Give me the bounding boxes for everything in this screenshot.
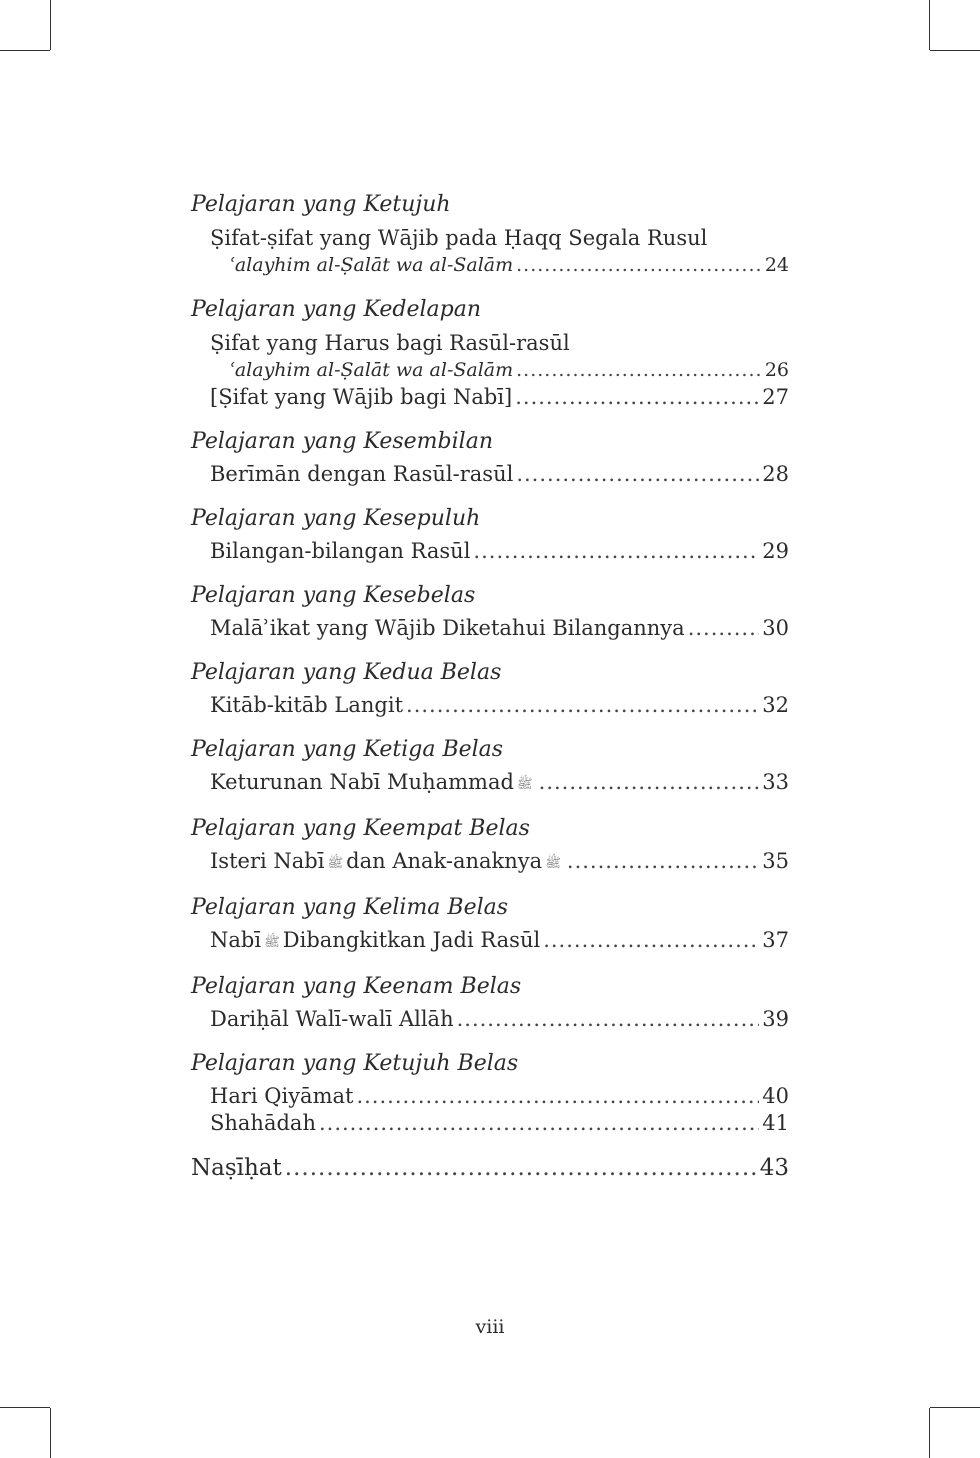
- crop-mark: [929, 1408, 930, 1458]
- dot-leader: [473, 538, 759, 565]
- section-title: Pelajaran yang Keempat Belas: [191, 816, 530, 841]
- dot-leader: [515, 384, 759, 411]
- page-number: 41: [762, 1111, 789, 1135]
- dot-leader: [516, 461, 759, 488]
- entry-title: Bilangan-bilangan Rasūl: [210, 539, 471, 563]
- dot-leader: [356, 1083, 759, 1110]
- page-number: 37: [762, 928, 789, 952]
- dot-leader: [567, 848, 759, 875]
- toc-entry[interactable]: [191, 1153, 789, 1183]
- toc-section: [191, 427, 789, 488]
- section-title: Pelajaran yang Ketiga Belas: [191, 737, 504, 762]
- toc-section: [191, 295, 789, 411]
- toc-entry[interactable]: [191, 538, 789, 565]
- page-number: 39: [762, 1007, 789, 1031]
- section-title: Pelajaran yang Kesepuluh: [191, 506, 481, 531]
- entry-title: [210, 769, 536, 798]
- entry-title: Berīmān dengan Rasūl-rasūl: [210, 462, 514, 486]
- entry-title: Dariḥāl Walī-walī Allāh: [210, 1007, 454, 1031]
- toc-section: [191, 1153, 789, 1183]
- dot-leader: [543, 927, 759, 954]
- section-title: Pelajaran yang Kedelapan: [191, 297, 481, 322]
- honorific-icon: ﷺ: [545, 856, 561, 871]
- page-number: 40: [762, 1084, 789, 1108]
- crop-mark: [929, 0, 930, 50]
- page-number: 26: [764, 359, 789, 381]
- dot-leader: [457, 1006, 760, 1033]
- page-number: 27: [762, 385, 789, 409]
- entry-title-part: Isteri Nabī: [210, 849, 325, 873]
- dot-leader: [516, 357, 762, 384]
- entry-subtitle: ʿalayhim al-Ṣalāt wa al-Salām: [229, 254, 514, 276]
- entry-title: Naṣīḥat: [191, 1155, 282, 1181]
- entry-title: [210, 848, 564, 877]
- toc-entry[interactable]: [191, 1110, 789, 1137]
- toc-entry[interactable]: [191, 848, 789, 877]
- entry-title: Hari Qiyāmat: [210, 1084, 354, 1108]
- entry-title: [Ṣifat yang Wājib bagi Nabī]: [210, 385, 513, 409]
- toc-entry[interactable]: [191, 1083, 789, 1110]
- dot-leader: [319, 1110, 759, 1137]
- toc-entry[interactable]: [191, 224, 789, 279]
- entry-subtitle: ʿalayhim al-Ṣalāt wa al-Salām: [229, 359, 514, 381]
- toc-section: [191, 1049, 789, 1137]
- honorific-icon: ﷺ: [516, 777, 533, 792]
- section-title: Pelajaran yang Kelima Belas: [191, 895, 509, 920]
- page-number: 32: [762, 693, 789, 717]
- entry-title: Kitāb-kitāb Langit: [210, 693, 404, 717]
- page-number: 30: [762, 616, 789, 640]
- toc-section: [191, 893, 789, 956]
- dot-leader: [406, 692, 759, 719]
- section-title: Pelajaran yang Kesembilan: [191, 429, 493, 454]
- toc-section: [191, 735, 789, 798]
- page-number: 43: [759, 1155, 789, 1181]
- toc-entry[interactable]: [191, 1006, 789, 1033]
- entry-title-part: Nabī: [210, 928, 262, 952]
- entry-title-part: Dibangkitkan Jadi Rasūl: [282, 928, 541, 952]
- entry-title: [210, 927, 540, 956]
- toc-entry[interactable]: [191, 384, 789, 411]
- toc-entry[interactable]: [191, 927, 789, 956]
- entry-title: Ṣifat yang Harus bagi Rasūl-rasūl: [210, 331, 570, 355]
- dot-leader: [516, 252, 762, 279]
- honorific-icon: ﷺ: [327, 856, 344, 871]
- page-folio: viii: [475, 1316, 505, 1338]
- crop-mark: [50, 0, 51, 50]
- entry-title: Ṣifat-ṣifat yang Wājib pada Ḥaqq Segala Rusul: [210, 226, 708, 250]
- page-number: 28: [762, 462, 789, 486]
- toc-section: [191, 658, 789, 719]
- page-number: 33: [762, 770, 789, 794]
- toc-section: [191, 190, 789, 279]
- crop-mark: [50, 1408, 51, 1458]
- toc-entry[interactable]: [191, 461, 789, 488]
- page-number: 35: [762, 849, 789, 873]
- crop-mark: [930, 1407, 980, 1408]
- toc-section: [191, 814, 789, 877]
- page-number: 29: [762, 539, 789, 563]
- toc-entry[interactable]: [191, 329, 789, 384]
- section-title: Pelajaran yang Ketujuh: [191, 192, 451, 217]
- crop-mark: [0, 1407, 50, 1408]
- section-title: Pelajaran yang Ketujuh Belas: [191, 1051, 519, 1076]
- section-title: Pelajaran yang Kesebelas: [191, 583, 476, 608]
- section-title: Pelajaran yang Kedua Belas: [191, 660, 502, 685]
- dot-leader: [539, 769, 760, 796]
- table-of-contents: [191, 190, 789, 1199]
- toc-entry[interactable]: [191, 692, 789, 719]
- toc-entry[interactable]: [191, 769, 789, 798]
- dot-leader: [688, 615, 760, 642]
- toc-entry[interactable]: [191, 615, 789, 642]
- toc-section: [191, 972, 789, 1033]
- page-number: 24: [764, 254, 789, 276]
- toc-section: [191, 581, 789, 642]
- dot-leader: [285, 1153, 757, 1183]
- entry-title-part: dan Anak-anaknya: [346, 849, 543, 873]
- section-title: Pelajaran yang Keenam Belas: [191, 974, 522, 999]
- entry-title: Shahādah: [210, 1111, 316, 1135]
- entry-title: Malāʾikat yang Wājib Diketahui Bilangannya: [210, 616, 685, 640]
- toc-section: [191, 504, 789, 565]
- crop-mark: [930, 50, 980, 51]
- crop-mark: [0, 50, 50, 51]
- honorific-icon: ﷺ: [264, 935, 280, 950]
- entry-title-part: Keturunan Nabī Muḥammad: [210, 770, 514, 794]
